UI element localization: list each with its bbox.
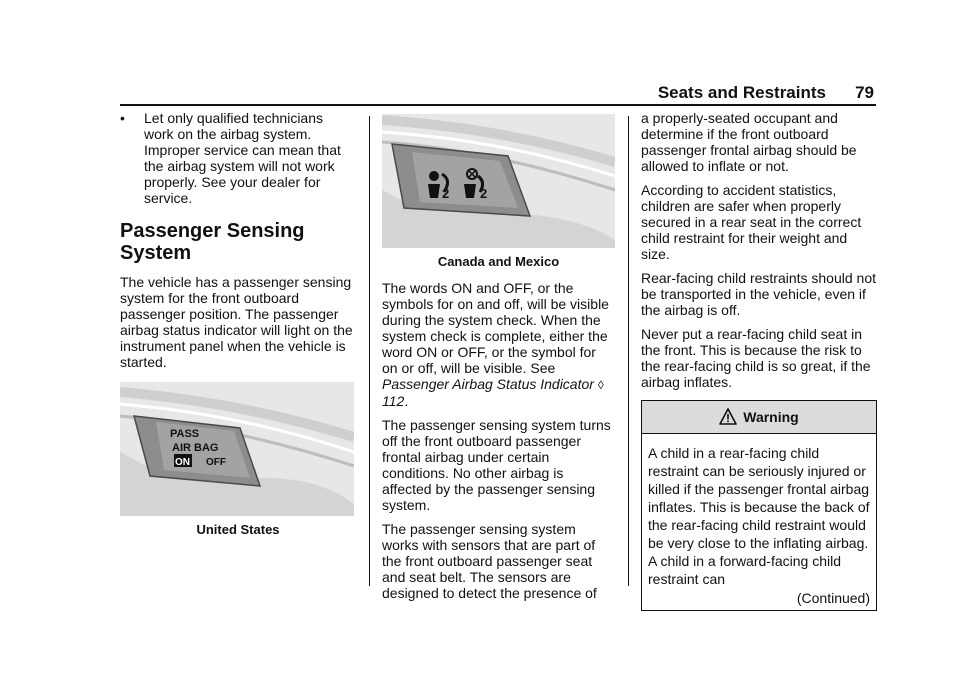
indicator-label-pass: PASS [170, 428, 200, 440]
continued-label: (Continued) [796, 590, 870, 606]
column-2 [382, 110, 615, 609]
paragraph-text: The words ON and OFF, or the symbols for on and off, will be visible during the system check. When the system check is complete, either the word ON or OFF, or the symbol for on or off, will be visible. See [382, 280, 609, 376]
paragraph: The passenger sensing system works with sensors that are part of the front outboard passenger seat and seat belt. The sensors are designed to detect the presence of [382, 521, 597, 601]
page-reference-icon: ◊ [597, 378, 604, 392]
warning-triangle-icon [719, 408, 737, 426]
indicator-label-air-bag: AIR BAG [172, 442, 219, 454]
airbag-on-symbol-subscript: 2 [442, 186, 450, 201]
paragraph [382, 280, 615, 409]
section-title: Seats and Restraints [657, 83, 826, 102]
airbag-indicator-canada-illustration [382, 114, 615, 248]
column-3 [641, 110, 877, 611]
figure-caption-canada-mexico: Canada and Mexico [437, 254, 560, 269]
paragraph-end: . [404, 393, 409, 409]
indicator-on-label: ON [175, 457, 190, 468]
bullet-item [120, 110, 356, 206]
paragraph: Never put a rear-facing child seat in the front. This is because the risk to the rear-facing child is so great, if the airbag inflates. [641, 326, 871, 390]
warning-text: A child in a rear-facing child restraint can be seriously injured or killed if the passenger frontal airbag inflates. This is because the back of the rear-facing child restraint would be very close to the inflating airbag. A child in a forward-facing child restraint can [648, 445, 870, 587]
page-header [120, 82, 876, 106]
column-divider [628, 116, 629, 586]
paragraph: The vehicle has a passenger sensing system for the front outboard passenger position. The passenger airbag status indicator will light on the instrument panel when the vehicle is started. [120, 274, 353, 370]
figure-caption-united-states: United States [196, 522, 280, 537]
column-1 [120, 110, 356, 548]
heading-passenger-sensing-system: Passenger Sensing System [120, 220, 305, 264]
airbag-indicator-us-illustration [120, 382, 354, 516]
warning-header [642, 401, 876, 434]
figure-united-states [120, 382, 354, 516]
page-number: 79 [855, 83, 874, 102]
figure-canada-mexico [382, 114, 615, 248]
warning-box [641, 400, 877, 611]
bullet-dot: • [120, 110, 125, 126]
warning-body [642, 434, 876, 610]
page-reference-number[interactable]: 112 [382, 393, 405, 409]
warning-title: Warning [743, 409, 799, 425]
paragraph: The passenger sensing system turns off the front outboard passenger frontal airbag under certain conditions. No other airbag is affected by the passenger sensing system. [382, 417, 611, 513]
paragraph: Rear-facing child restraints should not be transported in the vehicle, even if the airbag is off. [641, 270, 877, 318]
bullet-text: Let only qualified technicians work on the airbag system. Improper service can mean that the airbag system will not work properly. See your dealer for service. [144, 110, 341, 206]
indicator-off-label: OFF [206, 457, 226, 468]
link-passenger-airbag-status-indicator[interactable]: Passenger Airbag Status Indicator [382, 376, 594, 392]
airbag-off-symbol-subscript: 2 [480, 186, 488, 201]
paragraph: a properly-seated occupant and determine if the front outboard passenger frontal airbag should be allowed to inflate or not. [641, 110, 857, 174]
column-divider [369, 116, 370, 586]
paragraph: According to accident statistics, children are safer when properly secured in a rear seat in the correct child restraint for their weight and size. [641, 182, 862, 262]
